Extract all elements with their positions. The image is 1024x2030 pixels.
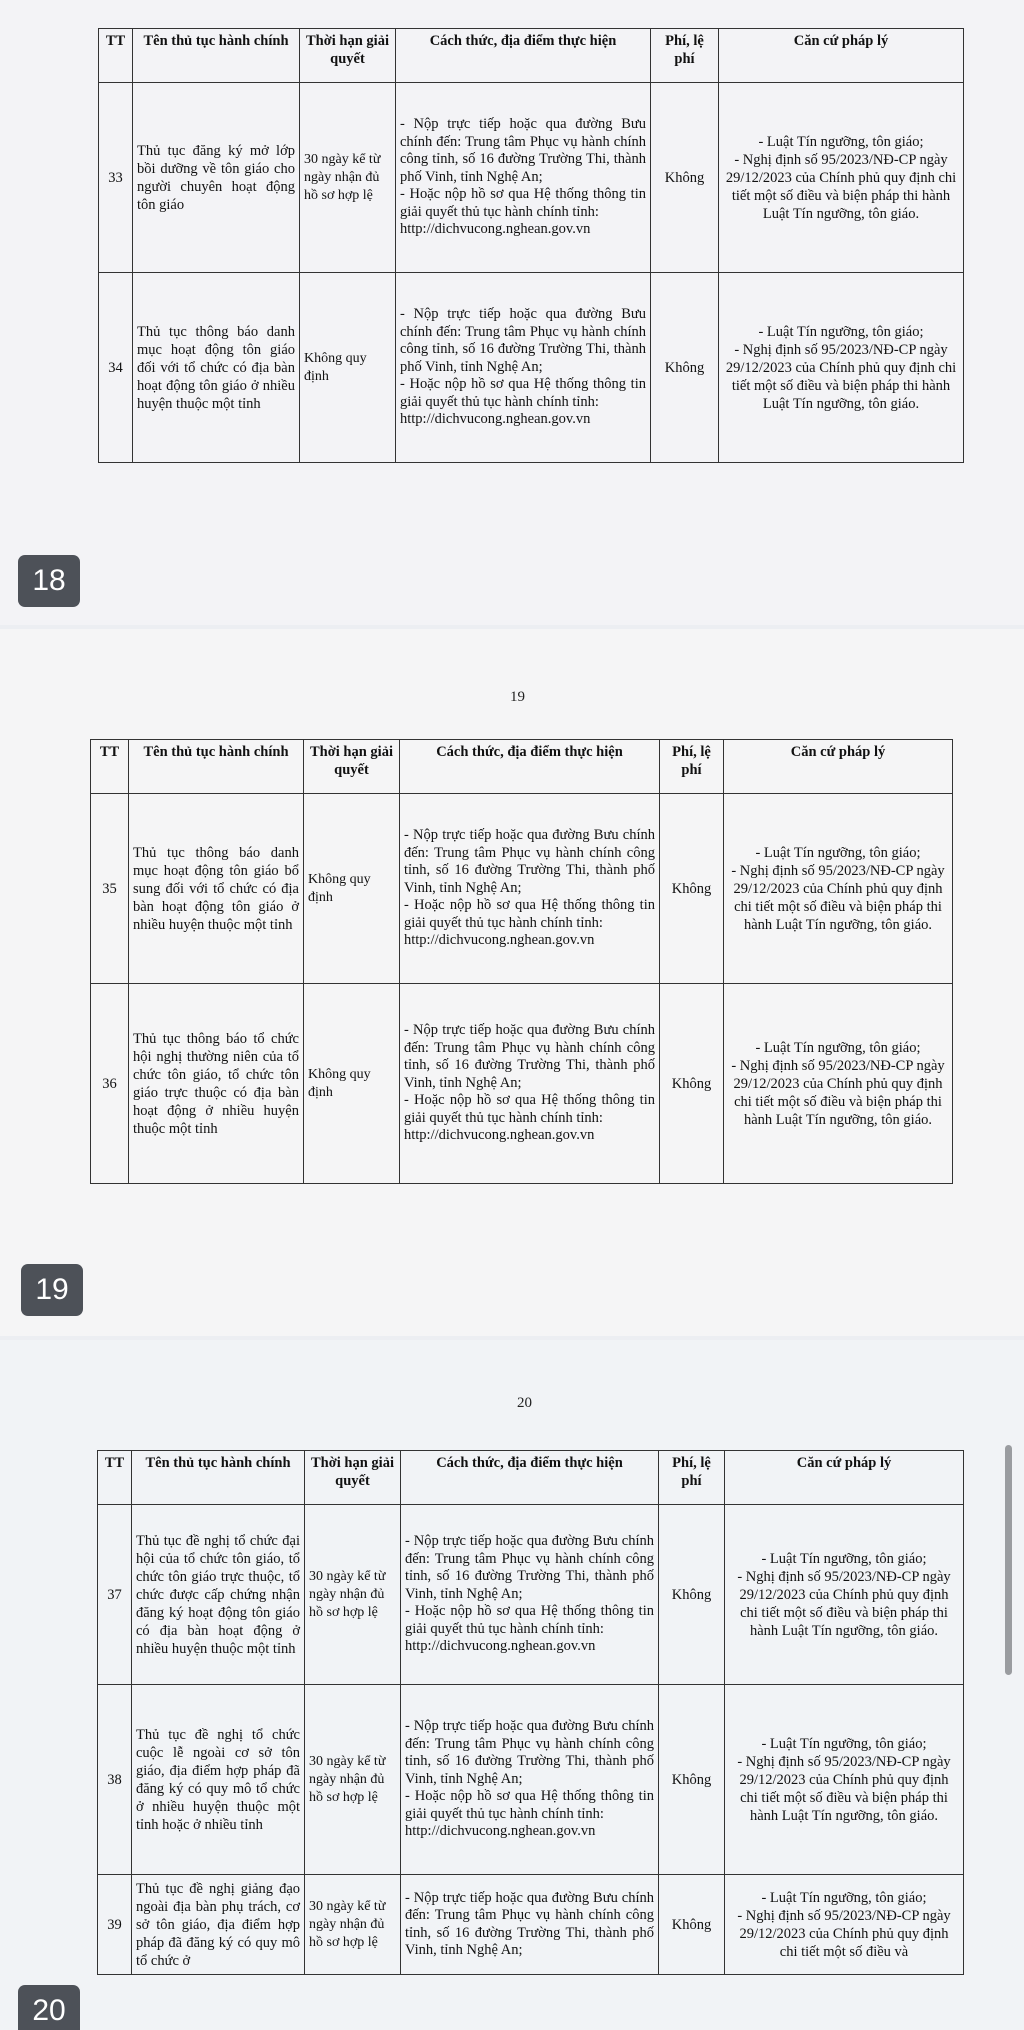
submission-method bbox=[401, 1875, 659, 1975]
table-header-row bbox=[91, 740, 953, 794]
page-badge: 20 bbox=[18, 1985, 80, 2030]
legal-basis bbox=[719, 83, 964, 273]
header-time: Thời hạn giải quyết bbox=[304, 740, 400, 794]
legal-basis bbox=[724, 794, 953, 984]
header-legal: Căn cứ pháp lý bbox=[719, 29, 964, 83]
page-number: 20 bbox=[517, 1395, 532, 1411]
header-method: Cách thức, địa điểm thực hiện bbox=[396, 29, 651, 83]
legal-line: - Nghị định số 95/2023/NĐ-CP ngày 29/12/2023 của Chính phủ quy định chi tiết một số điều và biện pháp thi hành Luật Tín ngưỡng, tôn giáo. bbox=[731, 862, 945, 933]
legal-line: - Luật Tín ngưỡng, tôn giáo; bbox=[761, 1889, 927, 1906]
page-badge: 19 bbox=[21, 1264, 83, 1316]
legal-line: - Luật Tín ngưỡng, tôn giáo; bbox=[758, 133, 924, 150]
table-row bbox=[99, 83, 964, 273]
processing-time: Không quy định bbox=[300, 273, 396, 463]
legal-basis bbox=[719, 273, 964, 463]
header-tt: TT bbox=[98, 1451, 132, 1505]
legal-line: - Nghị định số 95/2023/NĐ-CP ngày 29/12/2023 của Chính phủ quy định chi tiết một số điều và biện pháp thi hành Luật Tín ngưỡng, tôn giáo. bbox=[725, 341, 957, 412]
fee: Không bbox=[659, 1875, 725, 1975]
table-row bbox=[98, 1875, 964, 1975]
page-badge: 18 bbox=[18, 555, 80, 607]
row-number: 37 bbox=[98, 1505, 132, 1685]
row-number: 35 bbox=[91, 794, 129, 984]
method-line: - Nộp trực tiếp hoặc qua đường Bưu chính đến: Trung tâm Phục vụ hành chính công tỉnh, số 16 đường Trường Thi, thành phố Vinh, tỉnh Nghệ An; bbox=[405, 1533, 654, 1602]
fee: Không bbox=[660, 984, 724, 1184]
procedure-table bbox=[97, 1450, 964, 1975]
processing-time: Không quy định bbox=[304, 984, 400, 1184]
procedure-table bbox=[90, 739, 953, 1184]
processing-time: Không quy định bbox=[304, 794, 400, 984]
fee: Không bbox=[651, 273, 719, 463]
header-time: Thời hạn giải quyết bbox=[305, 1451, 401, 1505]
table-header-row bbox=[99, 29, 964, 83]
legal-line: - Luật Tín ngưỡng, tôn giáo; bbox=[761, 1550, 927, 1567]
processing-time: 30 ngày kể từ ngày nhận đủ hồ sơ hợp lệ bbox=[300, 83, 396, 273]
procedure-name: Thủ tục thông báo danh mục hoạt động tôn giáo đối với tổ chức có địa bàn hoạt động tôn giáo ở nhiều huyện thuộc một tỉnh bbox=[133, 273, 300, 463]
legal-basis bbox=[725, 1685, 964, 1875]
table-row bbox=[91, 794, 953, 984]
method-url: http://dichvucong.nghean.gov.vn bbox=[400, 221, 591, 238]
document-page-20 bbox=[0, 1340, 1024, 2030]
header-time: Thời hạn giải quyết bbox=[300, 29, 396, 83]
method-line: - Hoặc nộp hồ sơ qua Hệ thống thông tin giải quyết thủ tục hành chính tỉnh: bbox=[404, 897, 655, 931]
table-header-row bbox=[98, 1451, 964, 1505]
method-line: - Hoặc nộp hồ sơ qua Hệ thống thông tin giải quyết thủ tục hành chính tỉnh: bbox=[405, 1603, 654, 1637]
fee: Không bbox=[659, 1505, 725, 1685]
method-line: - Nộp trực tiếp hoặc qua đường Bưu chính đến: Trung tâm Phục vụ hành chính công tỉnh, số 16 đường Trường Thi, thành phố Vinh, tỉnh Nghệ An; bbox=[400, 306, 646, 375]
fee: Không bbox=[659, 1685, 725, 1875]
procedure-name: Thủ tục thông báo tổ chức hội nghị thường niên của tổ chức tôn giáo, tổ chức tôn giáo trực thuộc có địa bàn hoạt động ở nhiều huyện thuộc một tỉnh bbox=[129, 984, 304, 1184]
header-fee: Phí, lệ phí bbox=[659, 1451, 725, 1505]
legal-basis bbox=[725, 1505, 964, 1685]
procedure-name: Thủ tục đề nghị tổ chức đại hội của tổ chức tôn giáo, tổ chức tôn giáo trực thuộc, tổ chức được cấp chứng nhận đăng ký hoạt động tôn giáo có địa bàn hoạt động ở nhiều huyện thuộc một tỉnh bbox=[132, 1505, 305, 1685]
procedure-name: Thủ tục đề nghị tổ chức cuộc lễ ngoài cơ sở tôn giáo, địa điểm hợp pháp đã đăng ký có quy mô tổ chức ở nhiều huyện thuộc một tỉnh hoặc ở nhiều tỉnh bbox=[132, 1685, 305, 1875]
method-line: - Hoặc nộp hồ sơ qua Hệ thống thông tin giải quyết thủ tục hành chính tỉnh: bbox=[400, 376, 646, 410]
method-url: http://dichvucong.nghean.gov.vn bbox=[404, 932, 595, 949]
header-fee: Phí, lệ phí bbox=[660, 740, 724, 794]
legal-line: - Luật Tín ngưỡng, tôn giáo; bbox=[755, 1039, 921, 1056]
legal-line: - Luật Tín ngưỡng, tôn giáo; bbox=[758, 323, 924, 340]
method-line: - Nộp trực tiếp hoặc qua đường Bưu chính đến: Trung tâm Phục vụ hành chính công tỉnh, số 16 đường Trường Thi, thành phố Vinh, tỉnh Nghệ An; bbox=[405, 1718, 654, 1787]
method-url: http://dichvucong.nghean.gov.vn bbox=[404, 1127, 595, 1144]
method-line: - Hoặc nộp hồ sơ qua Hệ thống thông tin giải quyết thủ tục hành chính tỉnh: bbox=[404, 1092, 655, 1126]
method-line: - Nộp trực tiếp hoặc qua đường Bưu chính đến: Trung tâm Phục vụ hành chính công tỉnh, số 16 đường Trường Thi, thành phố Vinh, tỉnh Nghệ An; bbox=[400, 116, 646, 185]
submission-method bbox=[400, 794, 660, 984]
header-legal: Căn cứ pháp lý bbox=[724, 740, 953, 794]
legal-line: - Nghị định số 95/2023/NĐ-CP ngày 29/12/2023 của Chính phủ quy định chi tiết một số điều và biện pháp thi hành Luật Tín ngưỡng, tôn giáo. bbox=[737, 1568, 951, 1639]
method-url: http://dichvucong.nghean.gov.vn bbox=[405, 1638, 596, 1655]
legal-line: - Luật Tín ngưỡng, tôn giáo; bbox=[761, 1735, 927, 1752]
row-number: 39 bbox=[98, 1875, 132, 1975]
row-number: 33 bbox=[99, 83, 133, 273]
table-row bbox=[91, 984, 953, 1184]
document-page-18 bbox=[0, 0, 1024, 625]
processing-time: 30 ngày kể từ ngày nhận đủ hồ sơ hợp lệ bbox=[305, 1505, 401, 1685]
scrollbar[interactable] bbox=[1005, 1445, 1012, 1675]
table-row bbox=[98, 1505, 964, 1685]
header-tt: TT bbox=[99, 29, 133, 83]
row-number: 36 bbox=[91, 984, 129, 1184]
procedure-table bbox=[98, 28, 964, 463]
submission-method bbox=[396, 273, 651, 463]
method-url: http://dichvucong.nghean.gov.vn bbox=[400, 411, 591, 428]
submission-method bbox=[396, 83, 651, 273]
header-method: Cách thức, địa điểm thực hiện bbox=[400, 740, 660, 794]
procedure-name: Thủ tục đề nghị giảng đạo ngoài địa bàn phụ trách, cơ sở tôn giáo, địa điểm hợp pháp đã đăng ký có quy mô tổ chức ở bbox=[132, 1875, 305, 1975]
legal-line: - Luật Tín ngưỡng, tôn giáo; bbox=[755, 844, 921, 861]
submission-method bbox=[401, 1505, 659, 1685]
legal-basis bbox=[725, 1875, 964, 1975]
header-method: Cách thức, địa điểm thực hiện bbox=[401, 1451, 659, 1505]
header-name: Tên thủ tục hành chính bbox=[129, 740, 304, 794]
method-url: http://dichvucong.nghean.gov.vn bbox=[405, 1823, 596, 1840]
fee: Không bbox=[660, 794, 724, 984]
header-legal: Căn cứ pháp lý bbox=[725, 1451, 964, 1505]
method-line: - Hoặc nộp hồ sơ qua Hệ thống thông tin giải quyết thủ tục hành chính tỉnh: bbox=[400, 186, 646, 220]
header-name: Tên thủ tục hành chính bbox=[133, 29, 300, 83]
legal-line: - Nghị định số 95/2023/NĐ-CP ngày 29/12/2023 của Chính phủ quy định chi tiết một số điều và biện pháp thi hành Luật Tín ngưỡng, tôn giáo. bbox=[737, 1753, 951, 1824]
page-number: 19 bbox=[510, 689, 525, 705]
document-page-19 bbox=[0, 629, 1024, 1336]
header-tt: TT bbox=[91, 740, 129, 794]
table-row bbox=[98, 1685, 964, 1875]
row-number: 34 bbox=[99, 273, 133, 463]
method-line: - Nộp trực tiếp hoặc qua đường Bưu chính đến: Trung tâm Phục vụ hành chính công tỉnh, số 16 đường Trường Thi, thành phố Vinh, tỉnh Nghệ An; bbox=[405, 1889, 654, 1958]
method-line: - Hoặc nộp hồ sơ qua Hệ thống thông tin giải quyết thủ tục hành chính tỉnh: bbox=[405, 1788, 654, 1822]
legal-line: - Nghị định số 95/2023/NĐ-CP ngày 29/12/2023 của Chính phủ quy định chi tiết một số điều và biện pháp thi hành Luật Tín ngưỡng, tôn giáo. bbox=[725, 151, 957, 222]
header-fee: Phí, lệ phí bbox=[651, 29, 719, 83]
legal-basis bbox=[724, 984, 953, 1184]
submission-method bbox=[400, 984, 660, 1184]
legal-line: - Nghị định số 95/2023/NĐ-CP ngày 29/12/2023 của Chính phủ quy định chi tiết một số điều và bbox=[737, 1907, 951, 1960]
submission-method bbox=[401, 1685, 659, 1875]
row-number: 38 bbox=[98, 1685, 132, 1875]
table-row bbox=[99, 273, 964, 463]
procedure-name: Thủ tục đăng ký mở lớp bồi dưỡng về tôn giáo cho người chuyên hoạt động tôn giáo bbox=[133, 83, 300, 273]
header-name: Tên thủ tục hành chính bbox=[132, 1451, 305, 1505]
procedure-name: Thủ tục thông báo danh mục hoạt động tôn giáo bổ sung đối với tổ chức có địa bàn hoạt động tôn giáo ở nhiều huyện thuộc một tỉnh bbox=[129, 794, 304, 984]
method-line: - Nộp trực tiếp hoặc qua đường Bưu chính đến: Trung tâm Phục vụ hành chính công tỉnh, số 16 đường Trường Thi, thành phố Vinh, tỉnh Nghệ An; bbox=[404, 1022, 655, 1091]
method-line: - Nộp trực tiếp hoặc qua đường Bưu chính đến: Trung tâm Phục vụ hành chính công tỉnh, số 16 đường Trường Thi, thành phố Vinh, tỉnh Nghệ An; bbox=[404, 827, 655, 896]
fee: Không bbox=[651, 83, 719, 273]
legal-line: - Nghị định số 95/2023/NĐ-CP ngày 29/12/2023 của Chính phủ quy định chi tiết một số điều và biện pháp thi hành Luật Tín ngưỡng, tôn giáo. bbox=[731, 1057, 945, 1128]
processing-time: 30 ngày kể từ ngày nhận đủ hồ sơ hợp lệ bbox=[305, 1875, 401, 1975]
processing-time: 30 ngày kể từ ngày nhận đủ hồ sơ hợp lệ bbox=[305, 1685, 401, 1875]
